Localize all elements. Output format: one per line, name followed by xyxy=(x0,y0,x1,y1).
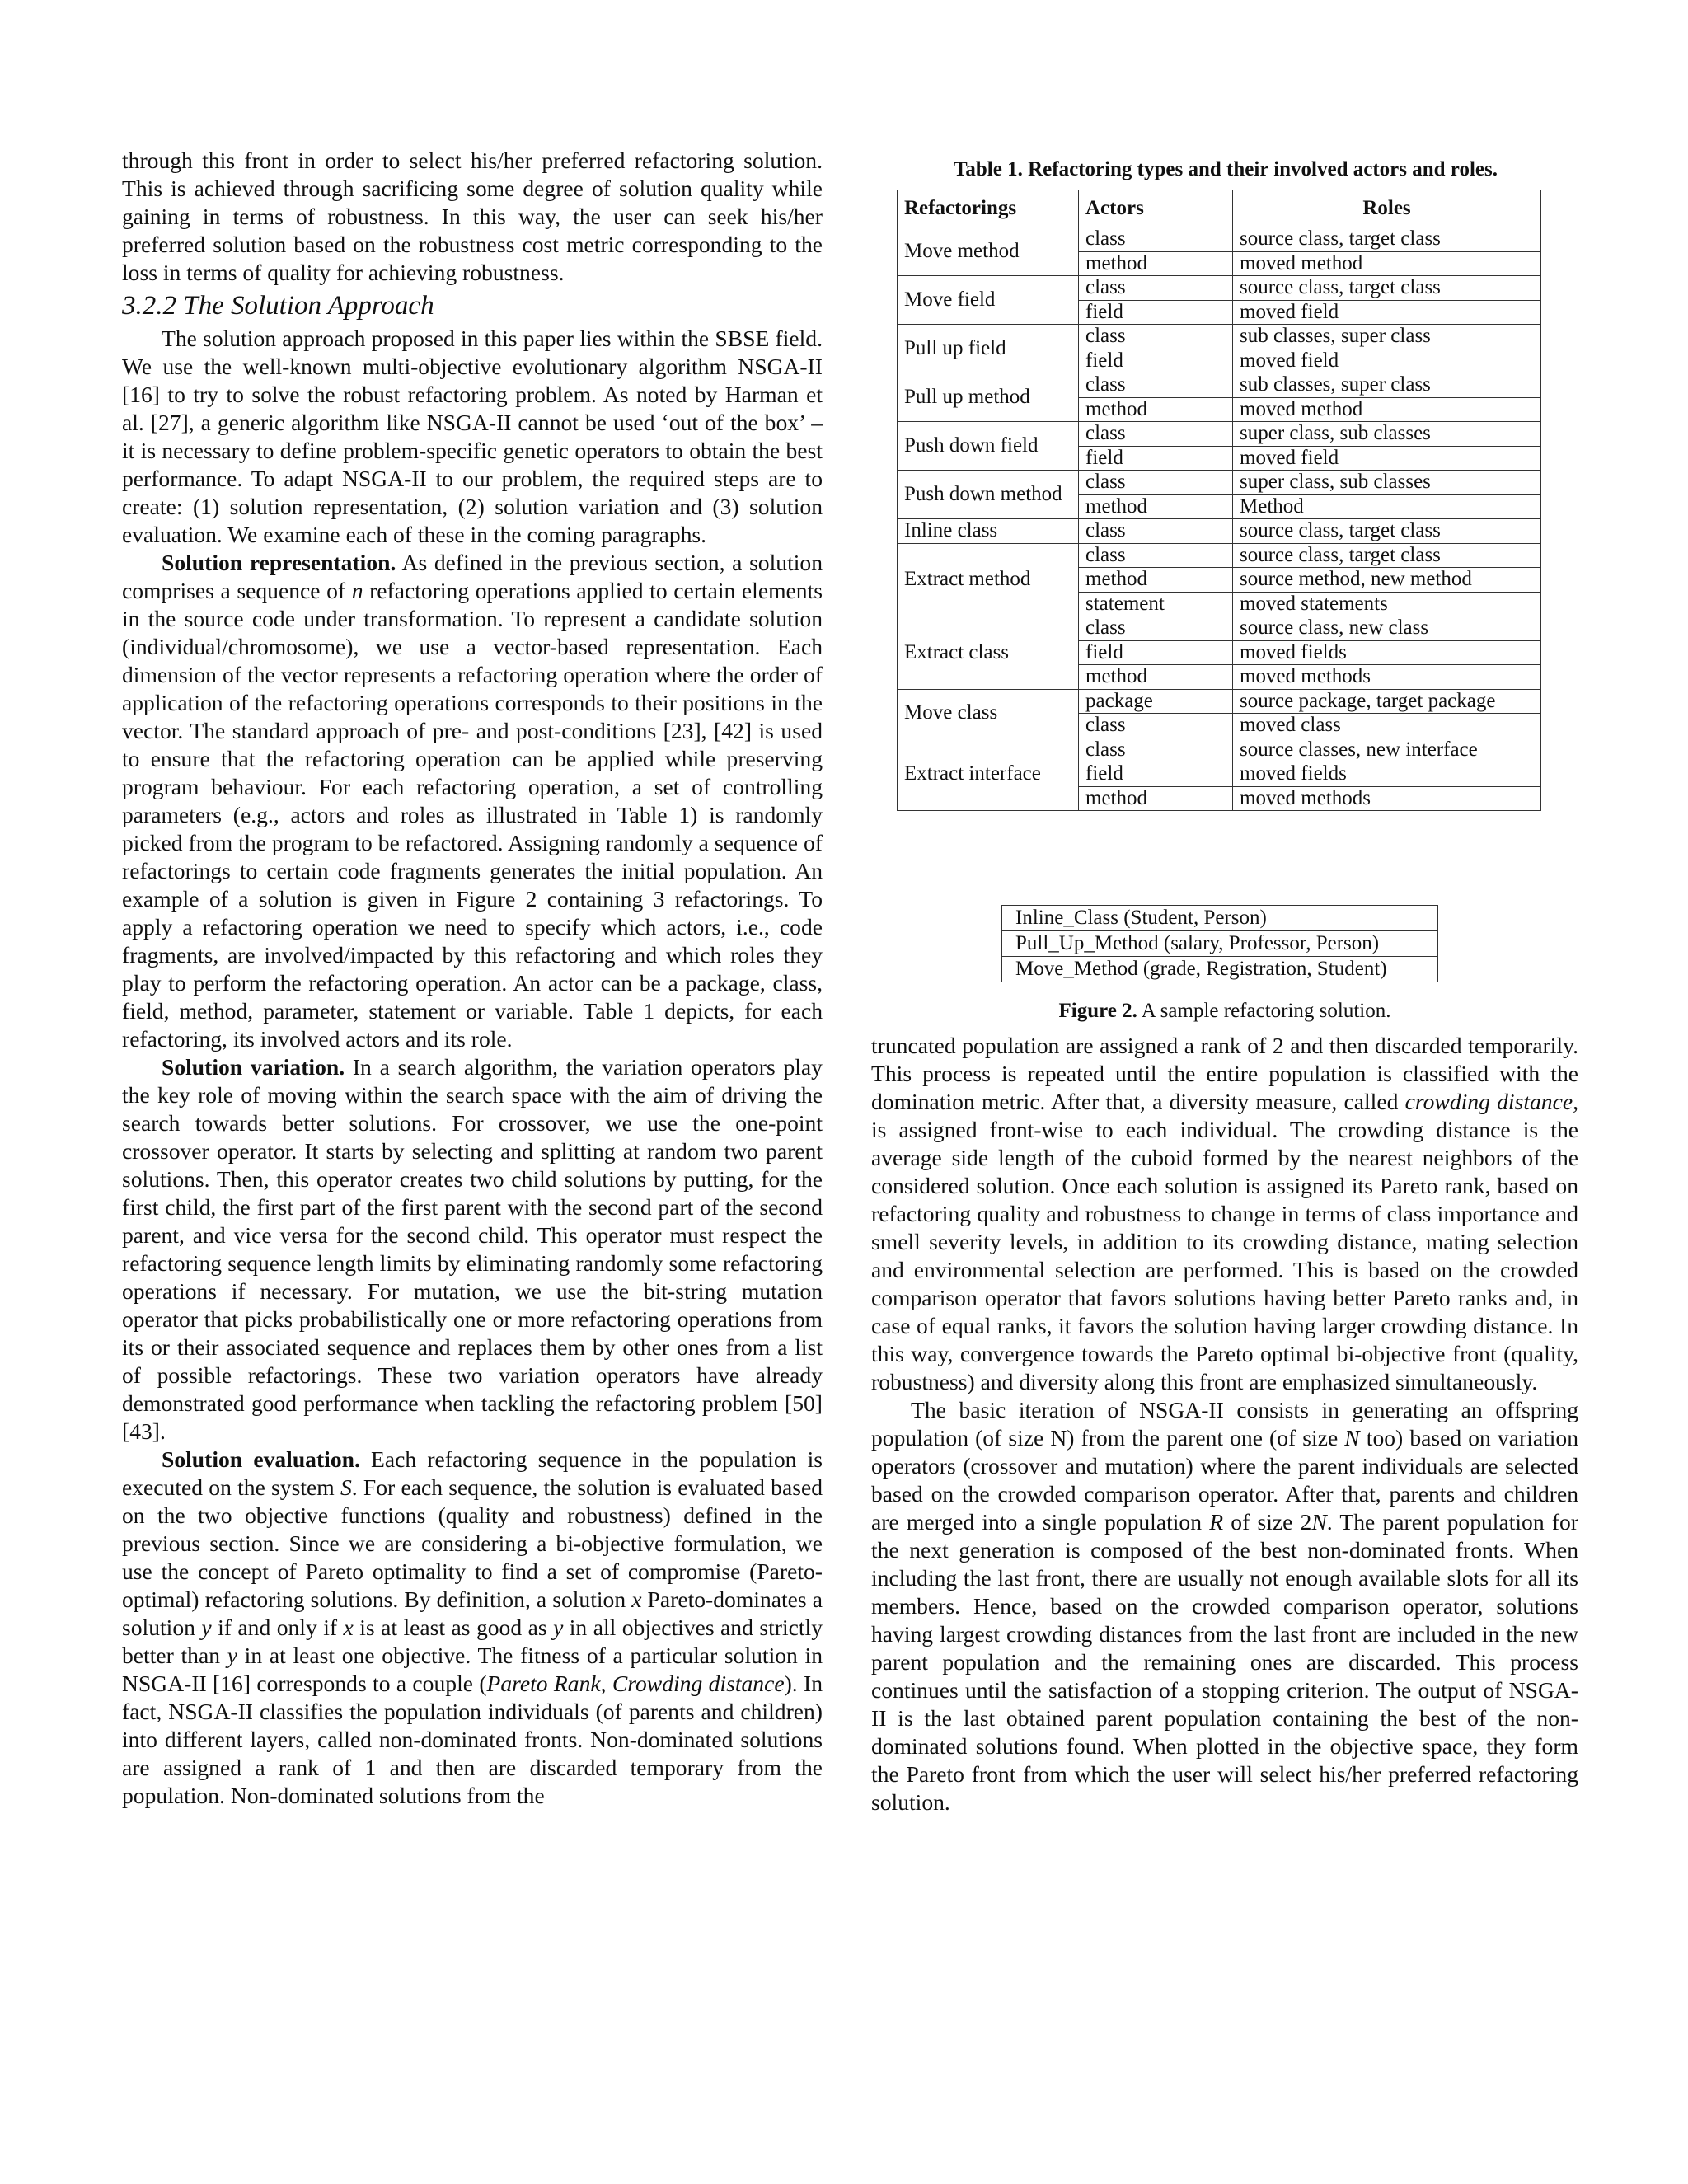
role-cell: moved method xyxy=(1233,397,1541,422)
actor-cell: method xyxy=(1079,786,1233,811)
table-header-roles: Roles xyxy=(1233,190,1541,227)
section-heading: 3.2.2 The Solution Approach xyxy=(122,291,434,321)
actor-cell: class xyxy=(1079,714,1233,738)
table-row xyxy=(898,519,1541,544)
actor-cell: field xyxy=(1079,300,1233,325)
refactoring-name-cell: Extract method xyxy=(898,543,1079,616)
actor-cell: class xyxy=(1079,227,1233,252)
actor-cell: class xyxy=(1079,543,1233,568)
role-cell: super class, sub classes xyxy=(1233,471,1541,495)
actor-cell: method xyxy=(1079,397,1233,422)
actor-cell: field xyxy=(1079,762,1233,787)
evaluation-title: Solution evaluation. xyxy=(162,1446,360,1472)
table-row xyxy=(898,422,1541,447)
role-cell: sub classes, super class xyxy=(1233,325,1541,349)
role-cell: Method xyxy=(1233,494,1541,519)
role-cell: sub classes, super class xyxy=(1233,373,1541,398)
table-row xyxy=(898,325,1541,349)
representation-title: Solution representation. xyxy=(162,550,396,575)
refactoring-table xyxy=(897,190,1541,811)
role-cell: moved field xyxy=(1233,300,1541,325)
actor-cell: statement xyxy=(1079,592,1233,616)
table-row xyxy=(898,227,1541,252)
refactoring-name-cell: Extract interface xyxy=(898,738,1079,811)
actor-cell: class xyxy=(1079,616,1233,641)
table-caption: Table 1. Refactoring types and their involved actors and roles. xyxy=(954,158,1498,180)
actor-cell: class xyxy=(1079,422,1233,447)
refactoring-name-cell: Move field xyxy=(898,276,1079,325)
figure-caption: Figure 2. A sample refactoring solution. xyxy=(1058,1000,1391,1022)
table-row xyxy=(898,689,1541,714)
refactoring-name-cell: Pull up field xyxy=(898,325,1079,373)
right-paragraph-1: truncated population are assigned a rank of 2 and then discarded temporarily. This process is repeated until the entire population is classified with the domination metric. After that, a diversity measure, called crowding distance, is assigned front-wise to each individual. The crowding distance is the average side length of the cuboid formed by the nearest neighbors of the considered solution. Once each solution is assigned its Pareto rank, based on refactoring quality and robustness to change in terms of class importance and smell severity levels, in addition to its crowding distance, mating selection and environmental selection are performed. This is based on the crowded comparison operator that favors solutions having better Pareto ranks and, in case of equal ranks, it favors the solution having larger crowding distance. In this way, convergence towards the Pareto optimal bi-objective front (quality, robustness) and diversity along this front are emphasized simultaneously. xyxy=(871,1033,1579,1394)
role-cell: moved field xyxy=(1233,446,1541,471)
refactoring-name-cell: Move class xyxy=(898,689,1079,738)
role-cell: source class, target class xyxy=(1233,519,1541,544)
actor-cell: method xyxy=(1079,665,1233,690)
table-body xyxy=(898,227,1541,811)
left-column xyxy=(122,147,823,1810)
role-cell: moved field xyxy=(1233,349,1541,373)
actor-cell: class xyxy=(1079,519,1233,544)
table-row xyxy=(898,738,1541,762)
variation-paragraph: Solution variation. In a search algorithm, the variation operators play the key role of moving within the search space with the aim of driving the search towards better solutions. For crossover, we use the one-point crossover operator. It starts by selecting and splitting at random two parent solutions. Then, this operator creates two child solutions by putting, for the first child, the first part of the first parent with the second part of the second parent, and vice versa for the second child. This operator must respect the refactoring sequence length limits by eliminating randomly some refactoring operations if necessary. For mutation, we use the bit-string mutation operator that picks probabilistically one or more refactoring operations from its or their associated sequence and replaces them by other ones from a list of possible refactorings. These two variation operators have already demonstrated good performance when tackling the refactoring problem [50][43]. xyxy=(122,1054,823,1444)
role-cell: source class, target class xyxy=(1233,543,1541,568)
refactoring-name-cell: Extract class xyxy=(898,616,1079,690)
role-cell: moved methods xyxy=(1233,665,1541,690)
role-cell: moved class xyxy=(1233,714,1541,738)
actor-cell: class xyxy=(1079,325,1233,349)
approach-paragraph: The solution approach proposed in this paper lies within the SBSE field. We use the well-known multi-objective evolutionary algorithm NSGA-II [16] to try to solve the robust refactoring problem. As noted by Harman et al. [27], a generic algorithm like NSGA-II cannot be used ‘out of the box’ – it is necessary to define problem-specific genetic operators to obtain the best performance. To adapt NSGA-II to our problem, the required steps are to create: (1) solution representation, (2) solution variation and (3) solution evaluation. We examine each of these in the coming paragraphs. xyxy=(122,326,823,547)
right-paragraph-2: The basic iteration of NSGA-II consists in generating an offspring population (of size N) from the parent one (of size N too) based on variation operators (crossover and mutation) where the parent individuals are selected based on the crowded comparison operator. After that, parents and children are merged into a single population R of size 2N. The parent population for the next generation is composed of the best non-dominated fronts. When including the last front, there are usually not enough available slots for all its members. Hence, based on the crowded comparison operator, solutions having largest crowding distances from the last front are included in the new parent population and the remaining ones are discarded. This process continues until the satisfaction of a stopping criterion. The output of NSGA-II is the last obtained parent population containing the best of the non-dominated solutions found. When plotted in the objective space, they form the Pareto front from which the user will select his/her preferred refactoring solution. xyxy=(871,1397,1578,1815)
role-cell: moved methods xyxy=(1233,786,1541,811)
table-header-refactorings: Refactorings xyxy=(898,190,1079,227)
table-row xyxy=(898,471,1541,495)
variation-title: Solution variation. xyxy=(162,1054,345,1080)
role-cell: source class, target class xyxy=(1233,227,1541,252)
refactoring-name-cell: Move method xyxy=(898,227,1079,276)
actor-cell: class xyxy=(1079,738,1233,762)
refactoring-name-cell: Push down field xyxy=(898,422,1079,471)
refactoring-name-cell: Pull up method xyxy=(898,373,1079,422)
solution-box xyxy=(1001,905,1438,982)
intro-paragraph: through this front in order to select his/her preferred refactoring solution. This is achieved through sacrificing some degree of solution quality while gaining in terms of robustness. In this way, the user can seek his/her preferred solution based on the robustness cost metric corresponding to the loss in terms of quality for achieving robustness. xyxy=(122,148,823,285)
actor-cell: method xyxy=(1079,568,1233,593)
actor-cell: method xyxy=(1079,251,1233,276)
role-cell: source class, new class xyxy=(1233,616,1541,641)
actor-cell: method xyxy=(1079,494,1233,519)
role-cell: super class, sub classes xyxy=(1233,422,1541,447)
table-header-actors: Actors xyxy=(1079,190,1233,227)
role-cell: source classes, new interface xyxy=(1233,738,1541,762)
role-cell: source package, target package xyxy=(1233,689,1541,714)
solution-step: Pull_Up_Method (salary, Professor, Person) xyxy=(1002,931,1438,957)
refactoring-name-cell: Push down method xyxy=(898,471,1079,519)
role-cell: source class, target class xyxy=(1233,276,1541,301)
representation-paragraph: Solution representation. As defined in the previous section, a solution comprises a sequence of n refactoring operations applied to certain elements in the source code under transformation. To represent a candidate solution (individual/chromosome), we use a vector-based representation. Each dimension of the vector represents a refactoring operation where the order of application of the refactoring operations corresponds to their positions in the vector. The standard approach of pre- and post-conditions [23], [42] is used to ensure that the refactoring operation can be applied while preserving program behaviour. For each refactoring operation, a set of controlling parameters (e.g., actors and roles as illustrated in Table 1) is randomly picked from the program to be refactored. Assigning randomly a sequence of refactorings to certain code fragments generates the initial population. An example of a solution is given in Figure 2 containing 3 refactorings. To apply a refactoring operation we need to specify which actors, i.e., code fragments, are involved/impacted by this refactoring and which roles they play to perform the refactoring operation. An actor can be a package, class, field, method, parameter, statement or variable. Table 1 depicts, for each refactoring, its involved actors and its role. xyxy=(122,550,823,1052)
solution-step: Inline_Class (Student, Person) xyxy=(1002,906,1438,931)
evaluation-paragraph: Solution evaluation. Each refactoring sequence in the population is executed on the system S. For each sequence, the solution is evaluated based on the two objective functions (quality and robustness) defined in the previous section. Since we are considering a bi-objective formulation, we use the concept of Pareto optimality to find a set of compromise (Pareto-optimal) refactoring solutions. By definition, a solution x Pareto-dominates a solution y if and only if x is at least as good as y in all objectives and strictly better than y in at least one objective. The fitness of a particular solution in NSGA-II [16] corresponds to a couple (Pareto Rank, Crowding distance). In fact, NSGA-II classifies the population individuals (of parents and children) into different layers, called non-dominated fronts. Non-dominated solutions are assigned a rank of 1 and then are discarded temporary from the population. Non-dominated solutions from the xyxy=(122,1446,823,1808)
role-cell: source method, new method xyxy=(1233,568,1541,593)
role-cell: moved fields xyxy=(1233,640,1541,665)
actor-cell: field xyxy=(1079,446,1233,471)
role-cell: moved statements xyxy=(1233,592,1541,616)
role-cell: moved method xyxy=(1233,251,1541,276)
actor-cell: class xyxy=(1079,276,1233,301)
actor-cell: class xyxy=(1079,373,1233,398)
table-row xyxy=(898,616,1541,641)
table-row xyxy=(898,543,1541,568)
actor-cell: field xyxy=(1079,349,1233,373)
refactoring-name-cell: Inline class xyxy=(898,519,1079,544)
table-row xyxy=(898,276,1541,301)
role-cell: moved fields xyxy=(1233,762,1541,787)
actor-cell: package xyxy=(1079,689,1233,714)
right-column xyxy=(871,1032,1578,1816)
solution-step: Move_Method (grade, Registration, Student) xyxy=(1002,957,1438,982)
actor-cell: class xyxy=(1079,471,1233,495)
table-row xyxy=(898,373,1541,398)
actor-cell: field xyxy=(1079,640,1233,665)
